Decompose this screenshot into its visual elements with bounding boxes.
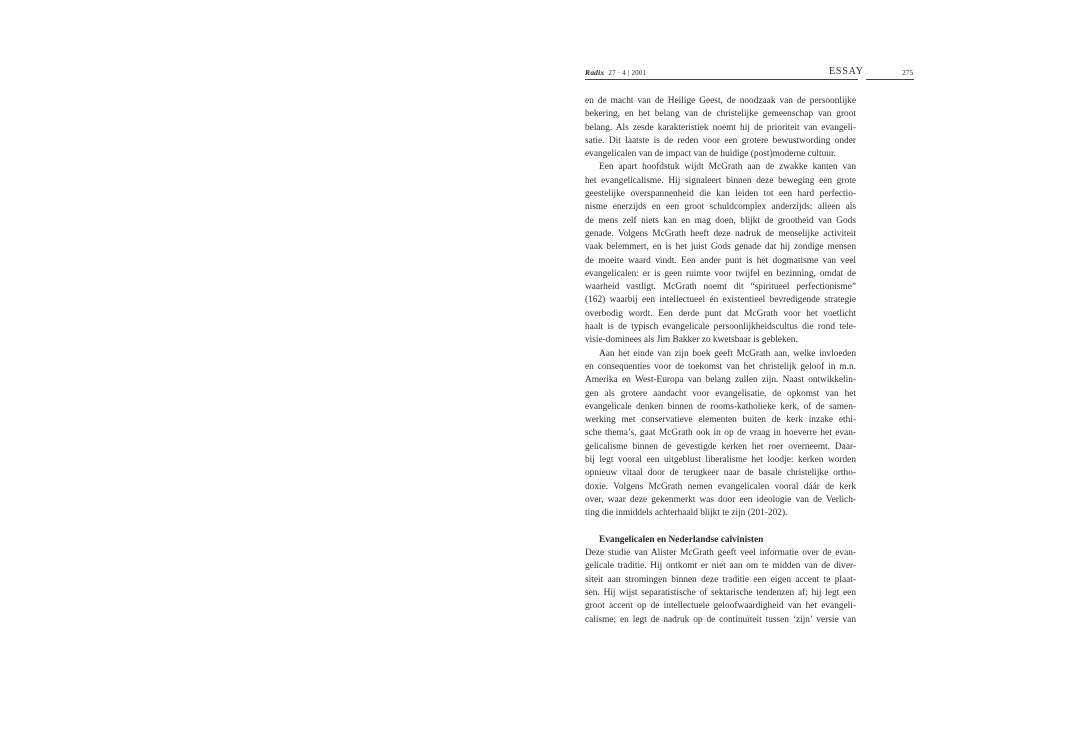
text-line: en de macht van de Heilige Geest, de noodzaak van de persoonlijke <box>585 96 856 106</box>
page-number: 275 <box>902 68 914 77</box>
text-line: nisme enerzijds en een groot schuldcomplex anderzijds: alleen als <box>585 202 856 213</box>
text-line: ting die inmiddels achterhaald blijkt te zijn (201-202). <box>585 508 788 519</box>
text-line: (162) waarbij een intellectueel én existentieel bevredigende strategie <box>585 295 856 306</box>
text-line: sen. Hij wijst separatistische of sektarische tendenzen af; hij legt een <box>585 587 856 598</box>
text-line: gelicale traditie. Hij ontkomt er niet aan om te midden van de diver- <box>585 561 856 572</box>
paragraph <box>585 161 856 347</box>
text-line: over, waar deze gekenmerkt was door een ideologie van de Verlich- <box>585 494 856 505</box>
paragraph <box>585 348 856 521</box>
text-line: en consequenties voor de toekomst van het christelijk geloof in m.n. <box>585 361 856 372</box>
text-line: belang. Als zesde karakteristiek noemt hij de prioriteit van evangeli- <box>585 122 856 133</box>
journal-reference <box>585 68 646 77</box>
text-line: gen als grotere aandacht voor evangelisatie, de opkomst van het <box>585 388 856 399</box>
text-line: siteit aan stromingen binnen deze traditie een eigen accent te plaat- <box>585 574 856 585</box>
text-line: satie. Dit laatste is de reden voor een grotere bewustwording onder <box>585 135 856 146</box>
text-line: haalt is de typisch evangelicale persoonlijkheidscultus die rond tele- <box>585 322 856 333</box>
text-line: bij legt vooral een uitgeblust liberalisme het loodje: kerken worden <box>585 455 856 466</box>
text-line: Amerika en West-Europa van belang zullen zijn. Naast ontwikkelin- <box>585 375 856 386</box>
text-line: bekering, en het belang van de christelijke gemeenschap van groot <box>585 109 856 120</box>
text-line: het evangelicalisme. Hij signaleert binnen deze beweging een grote <box>585 175 856 186</box>
text-line: evangelicalen van de impact van de huidige (post)moderne cultuur. <box>585 149 836 160</box>
text-line: evangelicalen: er is geen ruimte voor twijfel en bezinning, omdat de <box>585 268 856 279</box>
text-line: evangelicale denken binnen de rooms-katholieke kerk, of de samen- <box>585 401 856 412</box>
text-line: sche thema’s, gaat McGrath ook in op de vraag in hoeverre het evan- <box>585 428 856 439</box>
header-rule-margin <box>866 79 914 80</box>
article-body <box>585 95 856 627</box>
text-line: Een apart hoofdstuk wijdt McGrath aan de zwakke kanten van <box>599 162 856 173</box>
spacer <box>585 521 856 534</box>
text-line: werking met conservatieve elementen buiten de kerk inzake ethi- <box>585 415 856 426</box>
paragraph <box>585 95 856 161</box>
text-line: doxie. Volgens McGrath nemen evangelicalen vooral dáár de kerk <box>585 481 856 492</box>
text-line: gelicalisme binnen de gevestigde kerken het roer overneemt. Daar- <box>585 441 856 452</box>
section-heading: Evangelicalen en Nederlandse calvinisten <box>599 534 764 545</box>
text-line: groot accent op de intellectuele geloofwaardigheid van het evangeli- <box>585 601 856 612</box>
text-line: waarheid vastligt. McGrath noemt dit “spiritueel perfectionisme” <box>585 282 856 293</box>
header-rule <box>585 79 858 80</box>
section-label: ESSAY <box>829 66 864 77</box>
issue-info: 27 · 4 | 2001 <box>608 69 647 77</box>
text-line: opnieuw vitaal door de terugkeer naar de basale christelijke ortho- <box>585 468 856 479</box>
text-line: geestelijke overspannenheid die kan leiden tot een hard perfectio- <box>585 189 856 200</box>
text-line: visie-dominees als Jim Bakker zo kwetsbaar is gebleken. <box>585 335 798 346</box>
paragraph <box>585 547 856 627</box>
running-head <box>585 66 915 80</box>
text-line: Deze studie van Alister McGrath geeft veel informatie over de evan- <box>585 548 856 559</box>
text-line: vaak belemmert, en is het juist Gods genade dat hij zondige mensen <box>585 242 856 253</box>
text-line: overbodig wordt. Een derde punt dat McGrath voor het voetlicht <box>585 308 856 319</box>
text-line: de moeite waard vindt. Een ander punt is het dogmatisme van veel <box>585 255 856 266</box>
text-line: calisme; en legt de nadruk op de continuïteit tussen ‘zijn’ versie van <box>585 614 856 625</box>
text-line: de mens zelf niets kan en mag doen, blijkt de grootheid van Gods <box>585 215 856 226</box>
journal-title: Radix <box>585 68 605 77</box>
text-line: Aan het einde van zijn boek geeft McGrath aan, welke invloeden <box>599 348 856 359</box>
text-line: genade. Volgens McGrath heeft deze nadruk de menselijke activiteit <box>585 228 856 239</box>
